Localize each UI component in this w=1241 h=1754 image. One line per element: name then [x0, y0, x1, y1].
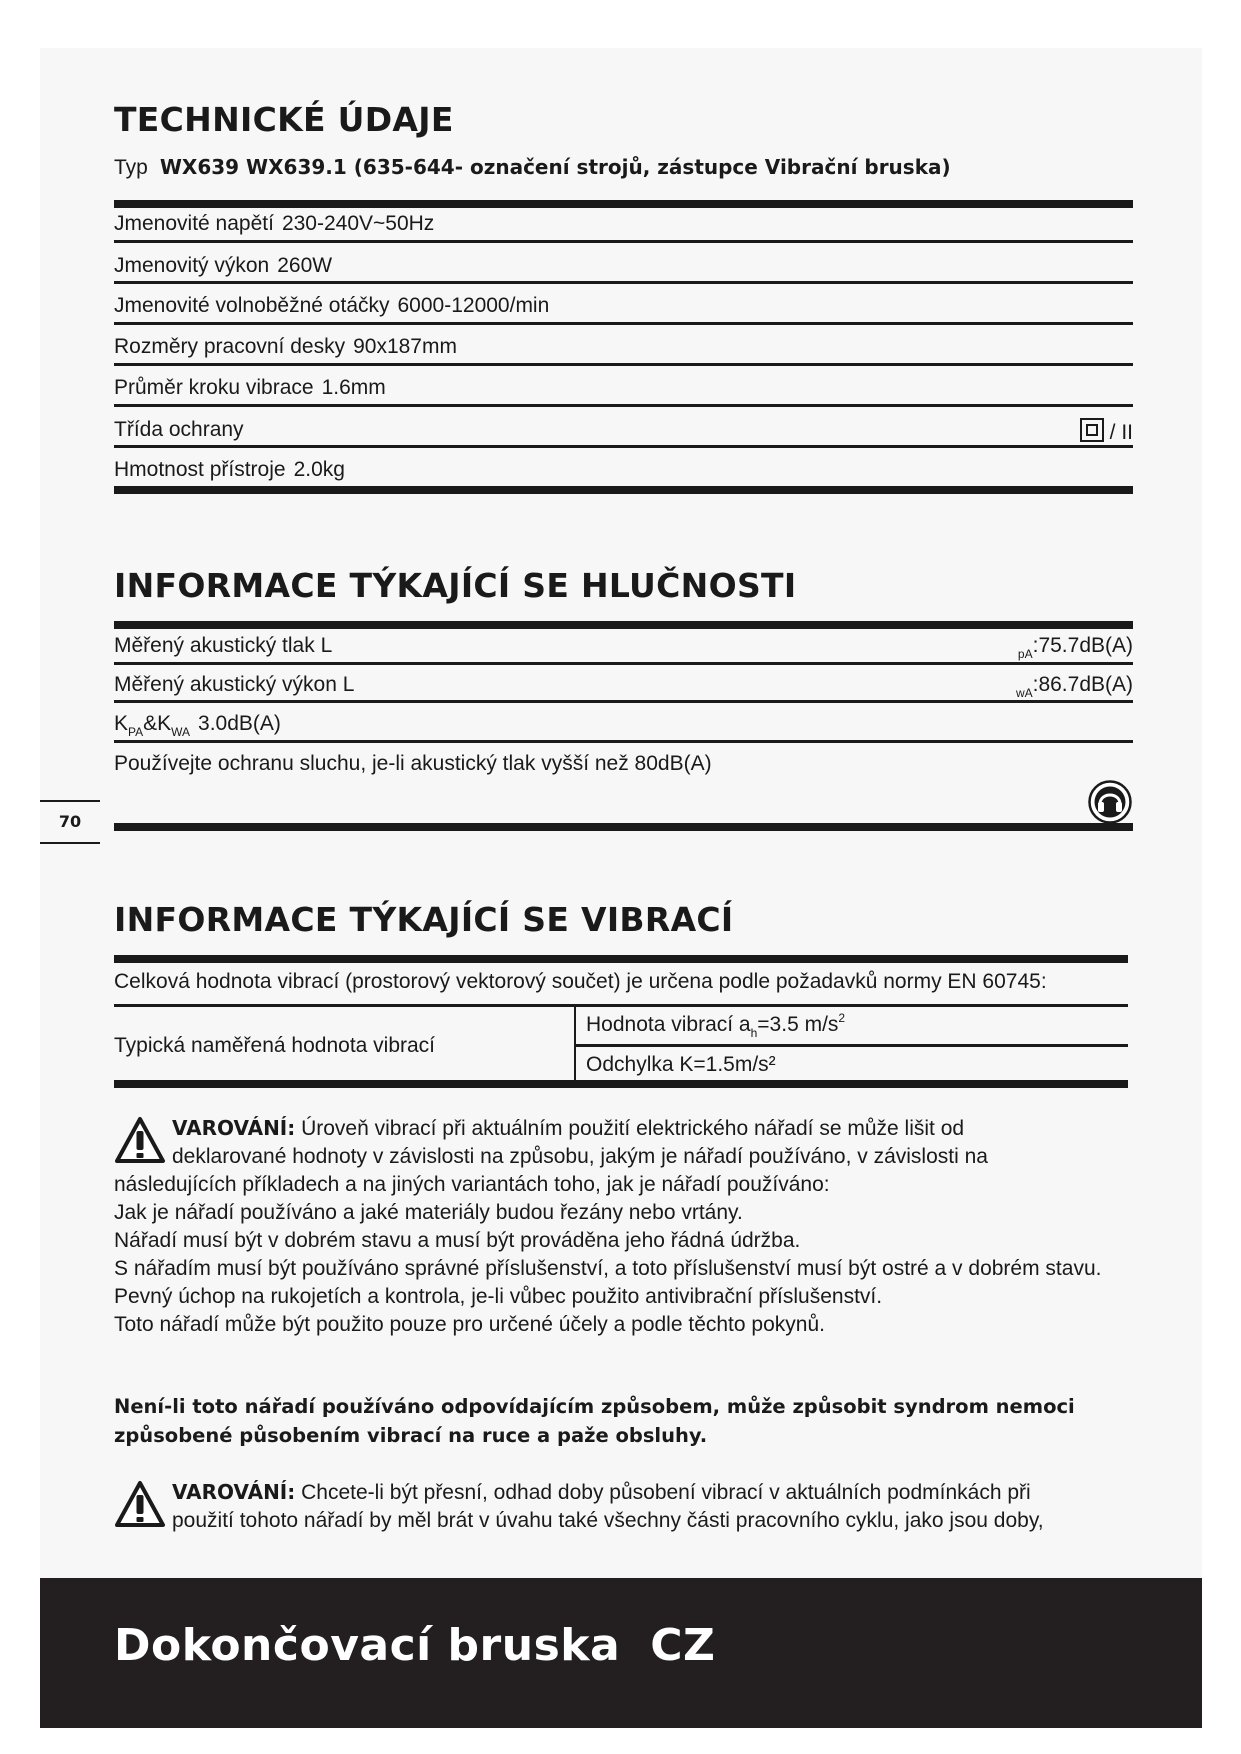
row-divider	[114, 363, 1133, 366]
spec-value: 260W	[277, 254, 333, 277]
k-subscript-wa: WA	[171, 725, 191, 739]
spec-value: 2.0kg	[293, 458, 345, 481]
vibration-value-label: Hodnota vibrací a	[586, 1013, 751, 1036]
page-number-text: 70	[58, 812, 82, 831]
row-divider	[114, 322, 1133, 325]
spec-value: / II	[1109, 421, 1133, 444]
spec-value: 6000-12000/min	[397, 294, 550, 317]
warning-list-item: Pevný úchop na rukojetích a kontrola, je-li vůbec použito antivibrační příslušenství.	[114, 1285, 883, 1308]
vibration-heading: INFORMACE TÝKAJÍCÍ SE VIBRACÍ	[114, 900, 734, 939]
pressure-value: :75.7dB(A)	[1032, 634, 1133, 657]
tech-bottom-rule	[114, 486, 1133, 494]
noise-k-row	[114, 712, 1133, 739]
vibration-intro-text: Celková hodnota vibrací (prostorový vektorový součet) je určena podle požadavků normy EN 60745:	[114, 970, 1047, 993]
pressure-label: Měřený akustický tlak L	[114, 634, 333, 657]
k-subscript-pa: PA	[128, 725, 144, 739]
row-divider	[114, 281, 1133, 284]
warning-label: VAROVÁNÍ:	[172, 1480, 296, 1504]
noise-pressure-row	[114, 634, 1133, 661]
spec-row	[114, 212, 1133, 236]
warning-list-item: S nářadím musí být používáno správné příslušenství, a toto příslušenství musí být ostré a v dobrém stavu.	[114, 1257, 1102, 1280]
spec-row	[114, 254, 1133, 278]
pressure-subscript: pA	[1017, 647, 1033, 661]
spec-row	[114, 376, 1133, 400]
hearing-protection-row	[114, 752, 1133, 776]
k-symbol: K	[114, 712, 129, 735]
row-divider	[114, 700, 1133, 703]
vibration-deviation: Odchylka K=1.5m/s²	[586, 1053, 776, 1076]
page-number	[40, 800, 100, 844]
vibration-value-superscript: 2	[838, 1011, 846, 1025]
vibration-value-subscript: h	[750, 1026, 758, 1040]
row-divider	[114, 404, 1133, 407]
spec-label: Hmotnost přístroje	[114, 458, 286, 481]
type-value: WX639 WX639.1 (635-644- označení strojů, zástupce Vibrační bruska)	[159, 155, 951, 179]
vibration-value	[586, 1011, 846, 1040]
vibration-top-rule	[114, 955, 1128, 963]
spec-value: 230-240V~50Hz	[281, 212, 435, 235]
type-line	[114, 155, 951, 180]
spec-row	[114, 458, 1133, 482]
footer-title	[114, 1620, 715, 1671]
double-insulation-icon	[1080, 418, 1104, 442]
spec-label: Rozměry pracovní desky	[114, 335, 346, 358]
warning-text: použití tohoto nářadí by měl brát v úvahu také všechny části pracovního cyklu, jako jsou doby,	[172, 1509, 1044, 1532]
row-divider	[114, 740, 1133, 743]
warning-list-item: Toto nářadí může být použito pouze pro určené účely a podle těchto pokynů.	[114, 1313, 825, 1336]
warning-block-2	[114, 1478, 1154, 1535]
tech-top-rule	[114, 200, 1133, 208]
power-label: Měřený akustický výkon L	[114, 673, 355, 696]
spec-label: Jmenovité napětí	[114, 212, 274, 235]
product-name: Dokončovací bruska	[114, 1620, 621, 1671]
vibration-table	[114, 1007, 1128, 1083]
power-subscript: wA	[1015, 686, 1033, 700]
spec-row	[114, 418, 1133, 442]
warning-text: Úroveň vibrací při aktuálním použití elektrického nářadí se může lišit od	[301, 1117, 965, 1140]
k-symbol-2: &K	[143, 712, 172, 735]
warning-list-item: Jak je nářadí používáno a jaké materiály budou řezány nebo vrtány.	[114, 1201, 743, 1224]
vibration-value-number: =3.5 m/s	[757, 1013, 839, 1036]
type-label: Typ	[114, 156, 148, 179]
spec-value: 1.6mm	[321, 376, 386, 399]
warning-text: následujících příkladech a na jiných variantách toho, jak je nářadí používáno:	[114, 1173, 830, 1196]
row-divider	[114, 662, 1133, 665]
spec-label: Jmenovitý výkon	[114, 254, 270, 277]
noise-bottom-rule	[114, 823, 1133, 831]
spec-label: Třída ochrany	[114, 418, 244, 441]
spec-value: 90x187mm	[353, 335, 457, 358]
warning-icon	[114, 1480, 166, 1528]
protection-class	[1080, 418, 1133, 445]
ear-protection-icon	[1088, 780, 1132, 824]
warning-icon	[114, 1116, 166, 1164]
power-value: :86.7dB(A)	[1032, 673, 1133, 696]
hearing-protection-text: Používejte ochranu sluchu, je-li akustický tlak vyšší než 80dB(A)	[114, 752, 712, 775]
warning-block-1	[114, 1114, 1154, 1339]
noise-top-rule	[114, 621, 1133, 629]
warning-text: deklarované hodnoty v závislosti na způsobu, jakým je nářadí používáno, v závislosti na	[172, 1145, 988, 1168]
footer-bar	[40, 1578, 1202, 1728]
spec-label: Průměr kroku vibrace	[114, 376, 314, 399]
row-divider	[114, 445, 1133, 448]
warning-list-item: Nářadí musí být v dobrém stavu a musí být prováděna jeho řádná údržba.	[114, 1229, 801, 1252]
warning-text: Chcete-li být přesní, odhad doby působení vibrací v aktuálních podmínkách při	[301, 1481, 1031, 1504]
k-value: 3.0dB(A)	[198, 712, 281, 735]
typical-vibration-label: Typická naměřená hodnota vibrací	[114, 1034, 436, 1057]
spec-label: Jmenovité volnoběžné otáčky	[114, 294, 390, 317]
tech-heading: TECHNICKÉ ÚDAJE	[114, 100, 454, 139]
bold-warning-note: Není-li toto nářadí používáno odpovídajícím způsobem, může způsobit syndrom nemoci způsobené působením vibrací na ruce a paže obsluhy.	[114, 1395, 1075, 1447]
language-code: CZ	[650, 1620, 716, 1671]
spec-row	[114, 335, 1133, 359]
row-divider	[114, 240, 1133, 243]
noise-heading: INFORMACE TÝKAJÍCÍ SE HLUČNOSTI	[114, 566, 797, 605]
vibration-bottom-rule	[114, 1080, 1128, 1088]
spec-row	[114, 294, 1133, 318]
noise-power-row	[114, 673, 1133, 700]
vibration-intro	[114, 970, 1133, 994]
warning-label: VAROVÁNÍ:	[172, 1116, 296, 1140]
